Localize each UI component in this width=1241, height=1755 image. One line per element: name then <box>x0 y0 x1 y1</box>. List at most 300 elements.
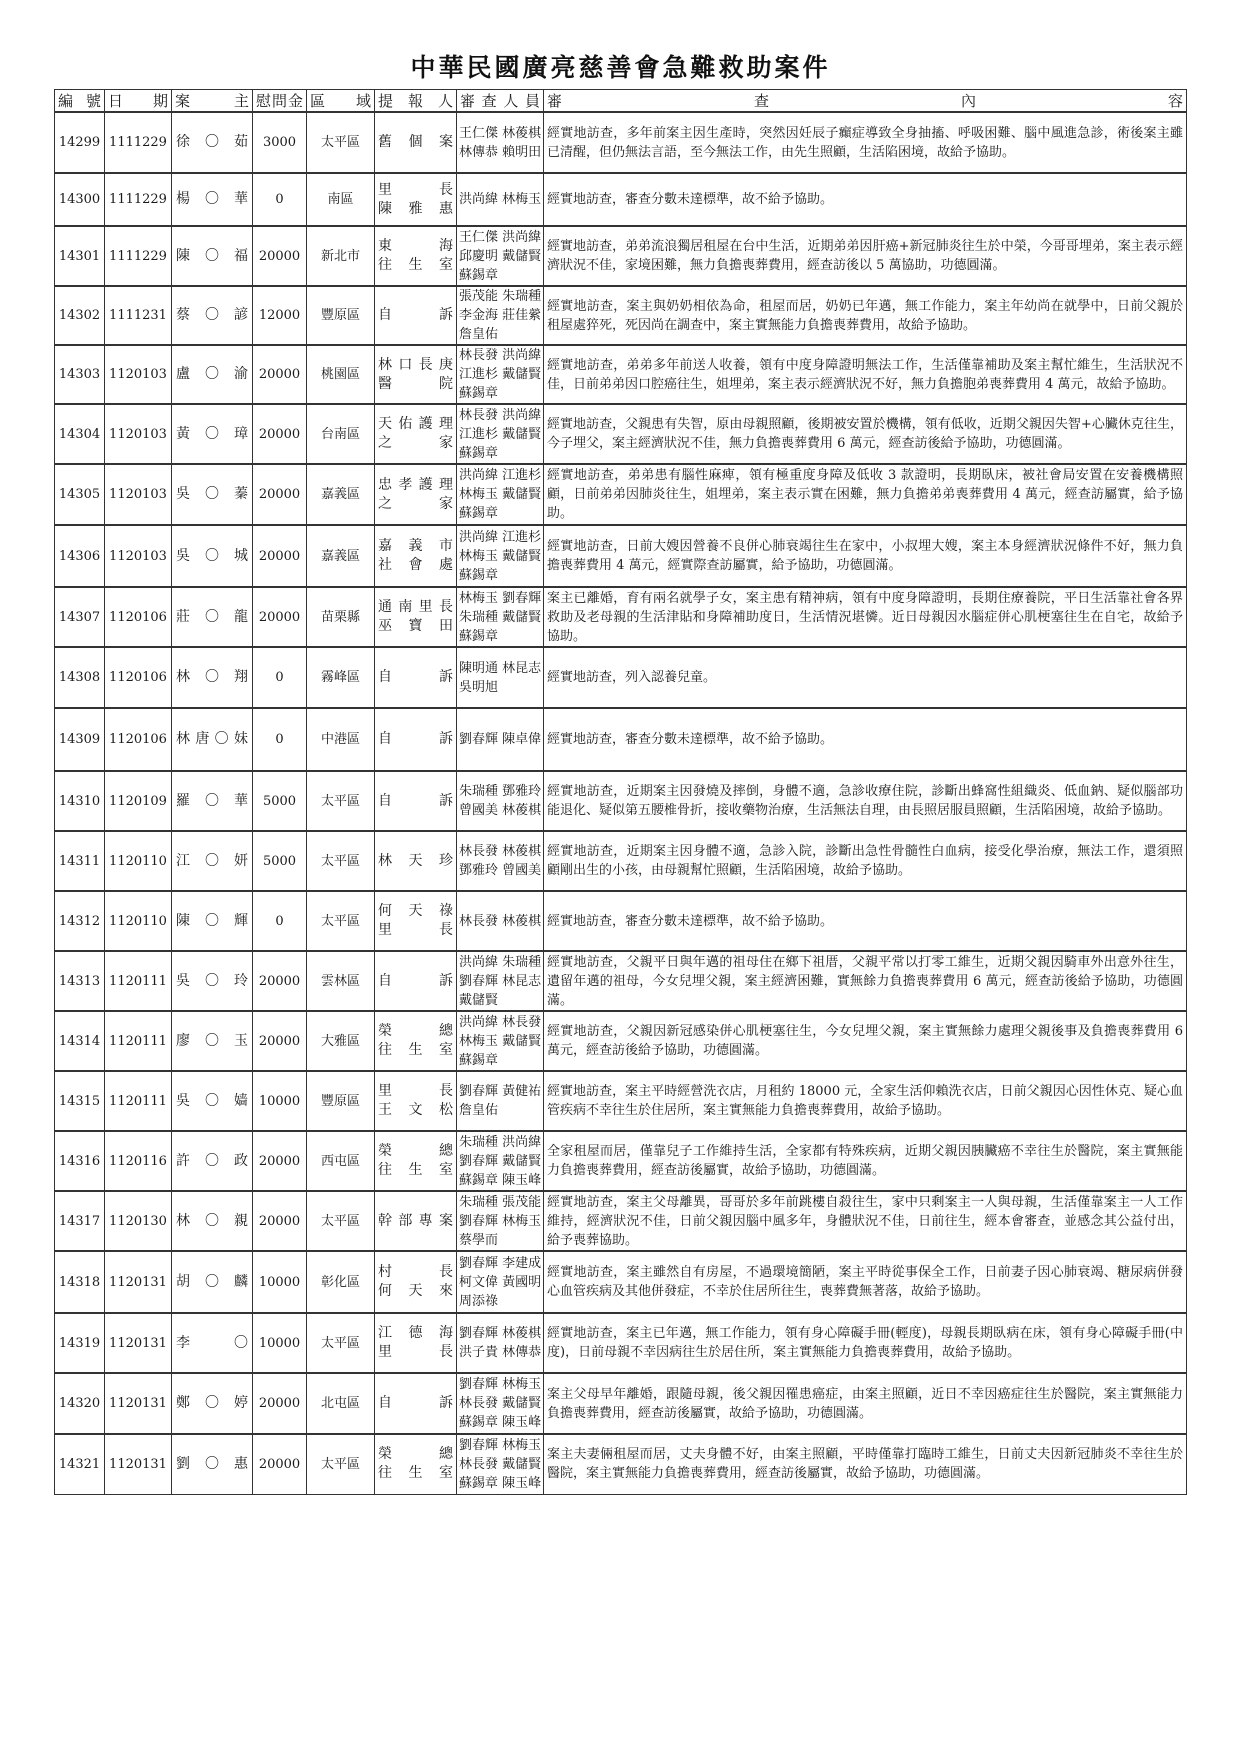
review-content: 經實地訪查，弟弟多年前送人收養，領有中度身障證明無法工作，生活僅靠補助及案主幫忙維生，生活狀況不佳，日前弟弟因口腔癌往生，姐埋弟，案主表示經濟狀況不好，無力負擔胞弟喪葬費用 4 萬元，故給予協助。 <box>544 345 1187 404</box>
reviewer-line: 陳明通 林昆志 <box>459 660 542 676</box>
reporter <box>375 831 457 891</box>
case-id: 14313 <box>55 951 105 1011</box>
header-reviewers: 審查人員 <box>457 90 544 113</box>
reporter-line: 自訴 <box>378 792 453 809</box>
case-area: 太平區 <box>307 112 375 173</box>
case-date: 1120111 <box>105 951 172 1011</box>
header-review-content: 審查內容 <box>544 90 1187 113</box>
reporter-line: 何天祿 <box>378 903 453 919</box>
reporter-line: 里長 <box>378 181 453 198</box>
reviewers <box>457 951 544 1011</box>
case-date: 1120130 <box>105 1191 172 1251</box>
reporter-line: 榮總 <box>378 1023 453 1039</box>
reviewers <box>457 1373 544 1434</box>
reporter <box>375 1071 457 1131</box>
reporter-line: 往生室 <box>378 257 453 273</box>
reporter <box>375 1131 457 1191</box>
case-id: 14317 <box>55 1191 105 1251</box>
case-id: 14309 <box>55 708 105 771</box>
reviewer-line: 蘇錫章 <box>459 267 499 283</box>
reviewers <box>457 1131 544 1191</box>
reviewers <box>457 404 544 464</box>
relief-amount: 5000 <box>253 771 307 831</box>
reviewer-line: 周添祿 <box>459 1293 499 1309</box>
reporter-line: 之家 <box>378 435 453 451</box>
relief-amount: 0 <box>253 708 307 771</box>
reviewer-line: 蘇錫章 陳玉峰 <box>459 1172 542 1188</box>
reviewer-line: 邱慶明 戴儲賢 <box>459 248 542 264</box>
relief-amount: 10000 <box>253 1313 307 1373</box>
review-content: 經實地訪查，父親因新冠感染併心肌梗塞往生，今女兒埋父親，案主實無餘力處理父親後事及負擔喪葬費用 6 萬元，經查訪後給予協助，功德圓滿。 <box>544 1011 1187 1071</box>
relief-amount: 3000 <box>253 112 307 173</box>
reporter <box>375 525 457 587</box>
reporter <box>375 1011 457 1071</box>
reporter-line: 忠孝護理 <box>378 476 453 493</box>
reporter-line: 自訴 <box>378 972 453 989</box>
review-content: 經實地訪查，案主與奶奶相依為命，租屋而居，奶奶已年邁，無工作能力，案主年幼尚在就學中，日前父親於租屋處猝死，死因尚在調查中，案主實無能力負擔喪葬費用，故給予協助。 <box>544 286 1187 345</box>
review-content: 全家租屋而居，僅靠兒子工作維持生活，全家都有特殊疾病，近期父親因胰臟癌不幸往生於醫院，案主實無能力負擔喪葬費用，經查訪後屬實，故給予協助，功德圓滿。 <box>544 1131 1187 1191</box>
header-date: 日期 <box>105 90 172 113</box>
review-content: 經實地訪查，列入認養兒童。 <box>544 647 1187 708</box>
reviewer-line: 王仁傑 林葰棋 <box>459 125 542 141</box>
relief-amount: 20000 <box>253 464 307 525</box>
reviewers <box>457 464 544 525</box>
case-owner: 李〇 <box>172 1313 253 1373</box>
table-row <box>55 708 1187 771</box>
case-id: 14319 <box>55 1313 105 1373</box>
case-date: 1120106 <box>105 587 172 647</box>
reviewers <box>457 286 544 345</box>
reviewer-line: 朱瑞種 張茂能 <box>459 1194 542 1210</box>
case-id: 14299 <box>55 112 105 173</box>
reviewer-line: 劉春輝 戴儲賢 <box>459 1153 542 1169</box>
reporter-line: 醫院 <box>378 375 453 392</box>
reviewer-line: 林梅玉 戴儲賢 <box>459 548 542 564</box>
table-row <box>55 1191 1187 1251</box>
reporter <box>375 286 457 345</box>
relief-amount: 10000 <box>253 1251 307 1313</box>
reviewer-line: 林長發 戴儲賢 <box>459 1396 542 1411</box>
case-area: 太平區 <box>307 831 375 891</box>
case-owner: 吳〇蓁 <box>172 464 253 525</box>
reviewer-line: 蘇錫章 陳玉峰 <box>459 1415 542 1430</box>
case-area: 太平區 <box>307 1313 375 1373</box>
reviewer-line: 林梅玉 戴儲賢 <box>459 1033 542 1049</box>
case-owner: 胡〇麟 <box>172 1251 253 1313</box>
reviewer-line: 洪尚緯 林梅玉 <box>459 192 542 207</box>
reporter <box>375 587 457 647</box>
reviewer-line: 林長發 林葰棋 <box>459 844 542 859</box>
case-area: 豐原區 <box>307 1071 375 1131</box>
reporter-line: 里長 <box>378 1083 453 1099</box>
case-area: 雲林區 <box>307 951 375 1011</box>
reporter-line: 之家 <box>378 495 453 512</box>
reviewer-line: 劉春輝 黃健祐 <box>459 1084 542 1099</box>
reporter-line: 村長 <box>378 1264 453 1280</box>
review-content: 經實地訪查，父親患有失智，原由母親照顧，後期被安置於機構，領有低收，近期父親因失智+心臟休克往生，今子埋父，案主經濟狀況不佳，無力負擔喪葬費用 6 萬元，經查訪後給予協助，功德圓滿。 <box>544 404 1187 464</box>
reporter-line: 林天珍 <box>378 852 453 869</box>
case-owner: 劉〇惠 <box>172 1434 253 1494</box>
case-owner: 林〇親 <box>172 1191 253 1251</box>
case-area: 南區 <box>307 173 375 226</box>
case-area: 西屯區 <box>307 1131 375 1191</box>
table-row <box>55 112 1187 173</box>
case-owner: 陳〇輝 <box>172 891 253 951</box>
case-date: 1120110 <box>105 891 172 951</box>
case-area: 豐原區 <box>307 286 375 345</box>
review-content: 經實地訪查，近期案主因發燒及摔倒，身體不適，急診收療住院，診斷出蜂窩性組織炎、低血鈉、疑似腦部功能退化、疑似第五腰椎骨折，接收藥物治療，生活無法自理，由長照居服員照顧，生活陷困境，故給予協助。 <box>544 771 1187 831</box>
reviewer-line: 林長發 戴儲賢 <box>459 1456 542 1472</box>
reviewer-line: 吳明旭 <box>459 679 499 695</box>
header-reporter: 提報人 <box>375 90 457 113</box>
reviewer-line: 詹皇佑 <box>459 327 499 342</box>
table-row <box>55 525 1187 587</box>
reviewer-line: 蘇錫章 <box>459 386 499 401</box>
table-row <box>55 951 1187 1011</box>
case-owner: 楊〇華 <box>172 173 253 226</box>
reviewer-line: 蘇錫章 <box>459 445 499 461</box>
reporter <box>375 404 457 464</box>
case-area: 北屯區 <box>307 1373 375 1434</box>
reporter-line: 榮總 <box>378 1446 453 1463</box>
case-id: 14306 <box>55 525 105 587</box>
header-id: 編號 <box>55 90 105 113</box>
case-id: 14307 <box>55 587 105 647</box>
review-content: 經實地訪查，案主平時經營洗衣店，月租約 18000 元，全家生活仰賴洗衣店，日前父親因心因性休克、疑心血管疾病不幸往生於住居所，案主實無能力負擔喪葬費用，故給予協助。 <box>544 1071 1187 1131</box>
reporter <box>375 464 457 525</box>
case-area: 嘉義區 <box>307 464 375 525</box>
reporter <box>375 951 457 1011</box>
reviewer-line: 劉春輝 林葰棋 <box>459 1326 542 1341</box>
reporter <box>375 771 457 831</box>
case-date: 1120111 <box>105 1011 172 1071</box>
case-owner: 盧〇渝 <box>172 345 253 404</box>
reviewer-line: 林梅玉 戴儲賢 <box>459 487 542 502</box>
reporter-line: 江德海 <box>378 1325 453 1341</box>
reviewer-line: 劉春輝 林昆志 <box>459 973 542 989</box>
case-area: 大雅區 <box>307 1011 375 1071</box>
reviewer-line: 劉春輝 林梅玉 <box>459 1213 542 1229</box>
reporter-line: 嘉義市 <box>378 538 453 554</box>
reporter-line: 榮總 <box>378 1143 453 1159</box>
case-owner: 江〇妍 <box>172 831 253 891</box>
review-content: 經實地訪查，審查分數未達標準，故不給予協助。 <box>544 891 1187 951</box>
case-id: 14300 <box>55 173 105 226</box>
case-date: 1120131 <box>105 1434 172 1494</box>
case-date: 1120109 <box>105 771 172 831</box>
case-date: 1120116 <box>105 1131 172 1191</box>
reviewers <box>457 1071 544 1131</box>
relief-amount: 20000 <box>253 1191 307 1251</box>
review-content: 經實地訪查，弟弟患有腦性麻痺，領有極重度身障及低收 3 款證明，長期臥床，被社會局安置在安養機構照顧，日前弟弟因肺炎往生，姐埋弟，案主表示實在困難，無力負擔弟弟喪葬費用 4 萬元，經查訪屬實，給予協助。 <box>544 464 1187 525</box>
reviewer-line: 江進杉 戴儲賢 <box>459 367 542 382</box>
case-owner: 莊〇龍 <box>172 587 253 647</box>
relief-amount: 20000 <box>253 525 307 587</box>
reviewers <box>457 1313 544 1373</box>
case-owner: 徐〇茹 <box>172 112 253 173</box>
review-content: 經實地訪查，日前大嫂因營養不良併心肺衰竭往生在家中，小叔埋大嫂，案主本身經濟狀況條件不好，無力負擔喪葬費用 4 萬元，經實際查訪屬實，給予協助，功德圓滿。 <box>544 525 1187 587</box>
header-case-owner: 案主 <box>172 90 253 113</box>
case-id: 14301 <box>55 226 105 286</box>
relief-amount: 20000 <box>253 1131 307 1191</box>
reporter <box>375 112 457 173</box>
table-row <box>55 173 1187 226</box>
reviewer-line: 劉春輝 陳卓偉 <box>459 732 542 747</box>
case-id: 14303 <box>55 345 105 404</box>
case-id: 14314 <box>55 1011 105 1071</box>
relief-amount: 20000 <box>253 1373 307 1434</box>
reviewer-line: 曾國美 林葰棋 <box>459 803 542 818</box>
case-owner: 陳〇福 <box>172 226 253 286</box>
reviewer-line: 林長發 洪尚緯 <box>459 348 542 363</box>
table-row <box>55 1011 1187 1071</box>
reviewers <box>457 891 544 951</box>
table-header-row <box>55 90 1187 113</box>
reporter <box>375 1434 457 1494</box>
reporter <box>375 647 457 708</box>
reporter-line: 自訴 <box>378 731 453 747</box>
case-area: 太平區 <box>307 891 375 951</box>
reviewers <box>457 1251 544 1313</box>
review-content: 經實地訪查，案主父母離異，哥哥於多年前跳樓自殺往生，家中只剩案主一人與母親，生活僅靠案主一人工作維持，經濟狀況不佳，日前父親因腦中風多年，身體狀況不佳，日前往生，經本會審查，並感念其公益付出，給予喪葬協助。 <box>544 1191 1187 1251</box>
reviewer-line: 蔡學而 <box>459 1232 499 1248</box>
case-id: 14320 <box>55 1373 105 1434</box>
reviewers <box>457 771 544 831</box>
reporter <box>375 708 457 771</box>
case-area: 嘉義區 <box>307 525 375 587</box>
reporter-line: 自訴 <box>378 1395 453 1411</box>
reviewers <box>457 587 544 647</box>
reporter-line: 幹部專案 <box>378 1212 453 1229</box>
table-row <box>55 891 1187 951</box>
review-content: 經實地訪查，案主已年邁，無工作能力，領有身心障礙手冊(輕度)，母親長期臥病在床，領有身心障礙手冊(中度)，日前母親不幸因病往生於居住所，案主實無能力負擔喪葬費用，故給予協助。 <box>544 1313 1187 1373</box>
case-id: 14318 <box>55 1251 105 1313</box>
case-owner: 吳〇玲 <box>172 951 253 1011</box>
reviewer-line: 鄧雅玲 曾國美 <box>459 863 542 878</box>
relief-amount: 20000 <box>253 226 307 286</box>
case-area: 太平區 <box>307 771 375 831</box>
reviewers <box>457 1434 544 1494</box>
reporter-line: 林口長庚 <box>378 356 453 373</box>
reviewer-line: 洪子貴 林傳恭 <box>459 1345 542 1360</box>
review-content: 經實地訪查，案主雖然自有房屋，不過環境簡陋，案主平時從事保全工作，日前妻子因心肺衰竭、糖尿病併發心血管疾病及其他併發症，不幸於住居所往生，喪葬費無著落，故給予協助。 <box>544 1251 1187 1313</box>
reporter-line: 通南里長 <box>378 599 453 615</box>
reporter <box>375 1251 457 1313</box>
header-area: 區域 <box>307 90 375 113</box>
case-id: 14321 <box>55 1434 105 1494</box>
case-id: 14308 <box>55 647 105 708</box>
case-owner: 林〇翔 <box>172 647 253 708</box>
table-row <box>55 226 1187 286</box>
reporter-line: 天佑護理 <box>378 416 453 432</box>
reviewers <box>457 112 544 173</box>
reviewer-line: 洪尚緯 江進杉 <box>459 529 542 545</box>
reporter-line: 里長 <box>378 922 453 938</box>
reviewer-line: 洪尚緯 朱瑞種 <box>459 954 542 970</box>
table-row <box>55 464 1187 525</box>
relief-amount: 20000 <box>253 345 307 404</box>
review-content: 經實地訪查，近期案主因身體不適，急診入院，診斷出急性骨髓性白血病，接受化學治療，無法工作，還須照顧剛出生的小孩，由母親幫忙照顧，生活陷困境，故給予協助。 <box>544 831 1187 891</box>
relief-amount: 0 <box>253 647 307 708</box>
reporter-line: 往生室 <box>378 1465 453 1482</box>
reviewer-line: 王仁傑 洪尚緯 <box>459 229 542 245</box>
case-owner: 羅〇華 <box>172 771 253 831</box>
reporter-line: 陳雅惠 <box>378 200 453 217</box>
case-id: 14310 <box>55 771 105 831</box>
reviewer-line: 劉春輝 林梅玉 <box>459 1437 542 1453</box>
reviewer-line: 戴儲賢 <box>459 992 499 1008</box>
reviewer-line: 林長發 林葰棋 <box>459 913 542 929</box>
case-area: 台南區 <box>307 404 375 464</box>
reviewer-line: 蘇錫章 <box>459 1052 499 1068</box>
reporter <box>375 226 457 286</box>
reviewer-line: 蘇錫章 <box>459 506 499 521</box>
case-owner: 吳〇嫱 <box>172 1071 253 1131</box>
table-row <box>55 1434 1187 1494</box>
case-owner: 黃〇璋 <box>172 404 253 464</box>
relief-amount: 5000 <box>253 831 307 891</box>
review-content: 經實地訪查，弟弟流浪獨居租屋在台中生活，近期弟弟因肝癌+新冠肺炎往生於中榮，今哥哥埋弟，案主表示經濟狀況不佳，家境困難，無力負擔喪葬費用，經查訪後以 5 萬協助，功德圓滿。 <box>544 226 1187 286</box>
relief-amount: 10000 <box>253 1071 307 1131</box>
relief-amount: 20000 <box>253 404 307 464</box>
relief-amount: 20000 <box>253 951 307 1011</box>
review-content: 案主夫妻倆租屋而居，丈夫身體不好，由案主照顧，平時僅靠打臨時工維生，日前丈夫因新冠肺炎不幸往生於醫院，案主實無能力負擔喪葬費用，經查訪後屬實，故給予協助，功德圓滿。 <box>544 1434 1187 1494</box>
table-row <box>55 831 1187 891</box>
reporter-line: 往生室 <box>378 1042 453 1058</box>
case-id: 14302 <box>55 286 105 345</box>
case-date: 1111231 <box>105 286 172 345</box>
reviewers <box>457 708 544 771</box>
case-area: 中港區 <box>307 708 375 771</box>
case-area: 太平區 <box>307 1191 375 1251</box>
reporter <box>375 1373 457 1434</box>
case-date: 1120103 <box>105 464 172 525</box>
reviewer-line: 蘇錫章 <box>459 628 499 644</box>
reviewers <box>457 1011 544 1071</box>
reviewer-line: 劉春輝 林梅玉 <box>459 1377 542 1392</box>
relief-amount: 20000 <box>253 587 307 647</box>
reviewer-line: 林傳恭 賴明田 <box>459 144 542 160</box>
table-row <box>55 404 1187 464</box>
reporter <box>375 345 457 404</box>
case-date: 1120103 <box>105 525 172 587</box>
case-date: 1120131 <box>105 1251 172 1313</box>
case-area: 新北市 <box>307 226 375 286</box>
table-row <box>55 1131 1187 1191</box>
case-date: 1120106 <box>105 708 172 771</box>
review-content: 經實地訪查，審查分數未達標準，故不給予協助。 <box>544 708 1187 771</box>
relief-amount: 20000 <box>253 1011 307 1071</box>
reporter-line: 王文松 <box>378 1102 453 1118</box>
case-owner: 吳〇城 <box>172 525 253 587</box>
review-content: 經實地訪查，父親平日與年邁的祖母住在鄉下祖厝，父親平常以打零工維生，近期父親因騎車外出意外往生，遺留年邁的祖母，今女兒埋父親，案主經濟困難，實無餘力負擔喪葬費用 6 萬元，經查訪後給予協助，功德圓滿。 <box>544 951 1187 1011</box>
reviewer-line: 洪尚緯 江進杉 <box>459 468 542 483</box>
table-row <box>55 587 1187 647</box>
reporter-line: 自訴 <box>378 669 453 685</box>
reviewer-line: 詹皇佑 <box>459 1103 499 1118</box>
case-area: 桃園區 <box>307 345 375 404</box>
case-date: 1120131 <box>105 1373 172 1434</box>
reporter-line: 自訴 <box>378 307 453 323</box>
table-row <box>55 1313 1187 1373</box>
reviewer-line: 洪尚緯 林長發 <box>459 1014 542 1030</box>
relief-amount: 20000 <box>253 1434 307 1494</box>
relief-cases-table <box>54 89 1187 1495</box>
reporter-line: 往生室 <box>378 1162 453 1178</box>
case-owner: 廖〇玉 <box>172 1011 253 1071</box>
reporter-line: 東海 <box>378 238 453 254</box>
review-content: 經實地訪查，審查分數未達標準，故不給予協助。 <box>544 173 1187 226</box>
case-date: 1120106 <box>105 647 172 708</box>
reviewers <box>457 525 544 587</box>
case-date: 1120103 <box>105 345 172 404</box>
relief-amount: 12000 <box>253 286 307 345</box>
reviewer-line: 朱瑞種 鄧雅玲 <box>459 784 542 799</box>
table-row <box>55 771 1187 831</box>
reviewer-line: 劉春輝 李建成 <box>459 1255 542 1271</box>
reporter-line: 里長 <box>378 1344 453 1360</box>
table-row <box>55 345 1187 404</box>
case-id: 14316 <box>55 1131 105 1191</box>
reviewer-line: 林長發 洪尚緯 <box>459 407 542 423</box>
reporter <box>375 891 457 951</box>
table-row <box>55 1071 1187 1131</box>
review-content: 經實地訪查，多年前案主因生產時，突然因妊辰子癲症導致全身抽搐、呼吸困難、腦中風進急診，術後案主雖已清醒，但仍無法言語，至今無法工作，由先生照顧，生活陷困境，故給予協助。 <box>544 112 1187 173</box>
reporter-line: 舊個案 <box>378 134 453 150</box>
case-area: 霧峰區 <box>307 647 375 708</box>
case-date: 1120103 <box>105 404 172 464</box>
relief-amount: 0 <box>253 173 307 226</box>
reviewers <box>457 226 544 286</box>
reporter <box>375 1313 457 1373</box>
case-owner: 林唐〇妹 <box>172 708 253 771</box>
case-id: 14304 <box>55 404 105 464</box>
reviewers <box>457 831 544 891</box>
reviewers <box>457 345 544 404</box>
case-date: 1120110 <box>105 831 172 891</box>
reviewer-line: 朱瑞種 洪尚緯 <box>459 1134 542 1150</box>
reviewer-line: 張茂能 朱瑞種 <box>459 289 542 304</box>
case-date: 1120111 <box>105 1071 172 1131</box>
table-body <box>55 112 1187 1494</box>
reviewer-line: 蘇錫章 陳玉峰 <box>459 1475 542 1491</box>
reviewer-line: 江進杉 戴儲賢 <box>459 426 542 442</box>
review-content: 案主已離婚，育有兩名就學子女，案主患有精神病，領有中度身障證明，長期住療養院，平日生活靠社會各界救助及老母親的生活津貼和身障補助度日，生活情況堪憐。近日母親因水腦症併心肌梗塞往生在自宅，故給予協助。 <box>544 587 1187 647</box>
reporter <box>375 173 457 226</box>
header-amount: 慰問金 <box>253 90 307 113</box>
reporter-line: 何天來 <box>378 1283 453 1299</box>
case-owner: 鄭〇婷 <box>172 1373 253 1434</box>
case-date: 1111229 <box>105 173 172 226</box>
case-id: 14312 <box>55 891 105 951</box>
reporter-line: 巫寶田 <box>378 618 453 634</box>
reviewer-line: 柯文偉 黃國明 <box>459 1274 542 1290</box>
case-id: 14315 <box>55 1071 105 1131</box>
case-id: 14311 <box>55 831 105 891</box>
case-area: 彰化區 <box>307 1251 375 1313</box>
reviewers <box>457 647 544 708</box>
case-area: 苗栗縣 <box>307 587 375 647</box>
case-id: 14305 <box>55 464 105 525</box>
case-owner: 蔡〇諺 <box>172 286 253 345</box>
reviewer-line: 林梅玉 劉春輝 <box>459 590 542 606</box>
table-row <box>55 286 1187 345</box>
case-owner: 許〇政 <box>172 1131 253 1191</box>
reviewer-line: 蘇錫章 <box>459 567 499 583</box>
table-row <box>55 647 1187 708</box>
table-row <box>55 1251 1187 1313</box>
reporter <box>375 1191 457 1251</box>
